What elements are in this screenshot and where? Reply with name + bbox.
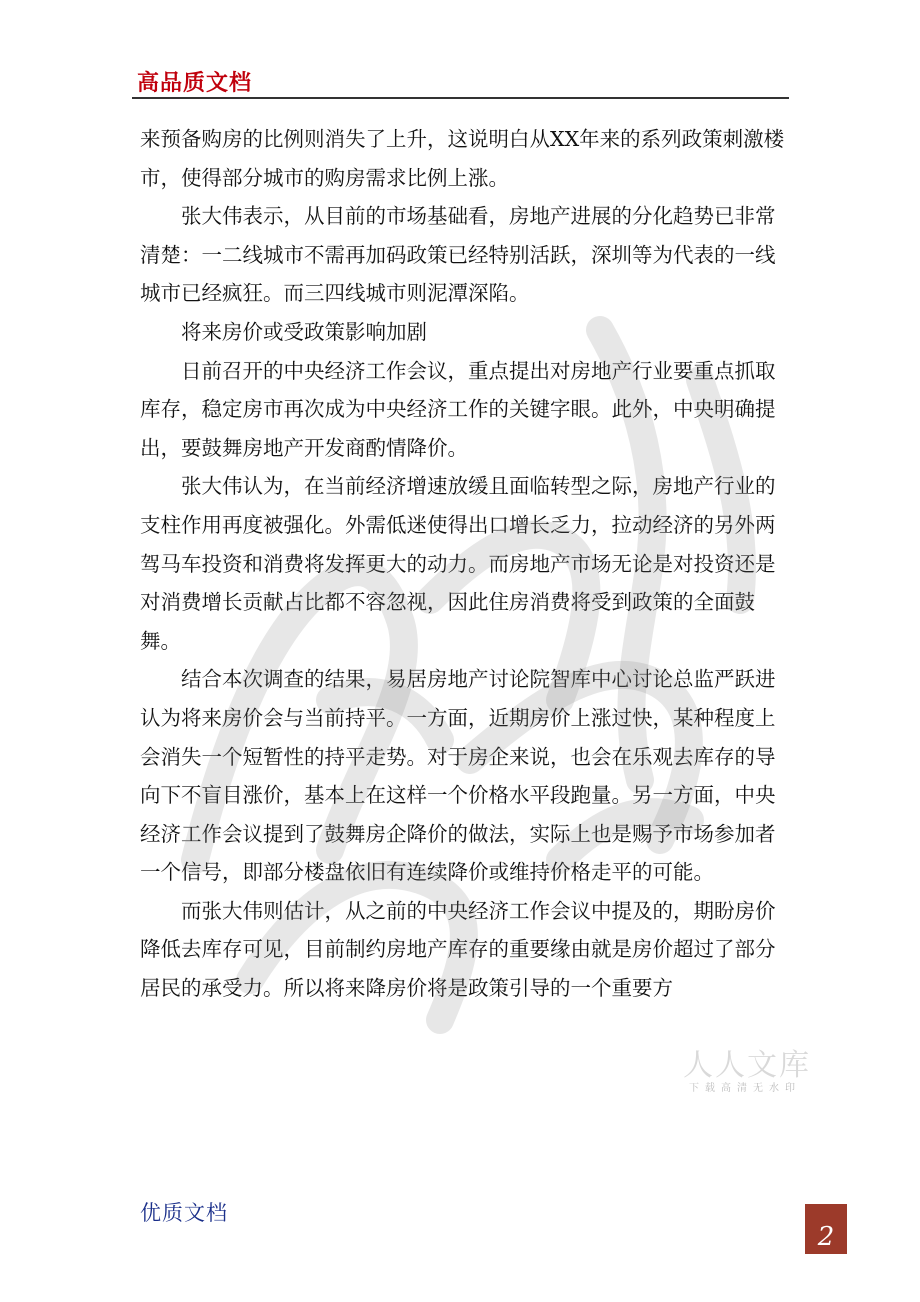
paragraph: 而张大伟则估计，从之前的中央经济工作会议中提及的，期盼房价降低去库存可见，目前制约房地产库存的重要缘由就是房价超过了部分居民的承受力。所以将来降房价将是政策引导的一个重要方 — [140, 898, 776, 1001]
watermark-logo: 人人文库 — [683, 1048, 811, 1083]
paragraph: 来预备购房的比例则消失了上升，这说明白从XX年来的系列政策刺激楼市，使得部分城市的购房需求比例上涨。 — [140, 127, 785, 190]
document-body — [140, 120, 790, 1008]
paragraph: 张大伟表示，从目前的市场基础看，房地产进展的分化趋势已非常清楚：一二线城市不需再加码政策已经特别活跃，深圳等为代表的一线城市已经疯狂。而三四线城市则泥潭深陷。 — [140, 204, 776, 306]
watermark-logo-subtext: 下载高清无水印 — [689, 1083, 801, 1094]
header-title: 高品质文档 — [137, 71, 253, 96]
paragraph: 日前召开的中央经济工作会议，重点提出对房地产行业要重点抓取库存，稳定房市再次成为中央经济工作的关键字眼。此外，中央明确提出，要鼓舞房地产开发商酌情降价。 — [140, 358, 776, 460]
paragraph: 将来房价或受政策影响加剧 — [181, 319, 427, 344]
header-divider — [132, 97, 789, 99]
page-number: 2 — [817, 1222, 835, 1252]
paragraph: 结合本次调查的结果，易居房地产讨论院智库中心讨论总监严跃进认为将来房价会与当前持平。一方面，近期房价上涨过快，某种程度上会消失一个短暂性的持平走势。对于房企来说，也会在乐观去库存的导向下不盲目涨价，基本上在这样一个价格水平段跑量。另一方面，中央经济工作会议提到了鼓舞房企降价的做法，实际上也是赐予市场参加者一个信号，即部分楼盘依旧有连续降价或维持价格走平的可能。 — [140, 667, 776, 885]
page-number-badge — [805, 1204, 847, 1254]
footer-title: 优质文档 — [140, 1201, 228, 1225]
paragraph: 张大伟认为，在当前经济增速放缓且面临转型之际，房地产行业的支柱作用再度被强化。外需低迷使得出口增长乏力，拉动经济的另外两驾马车投资和消费将发挥更大的动力。而房地产市场无论是对投资还是对消费增长贡献占比都不容忽视，因此住房消费将受到政策的全面鼓舞。 — [140, 474, 776, 653]
